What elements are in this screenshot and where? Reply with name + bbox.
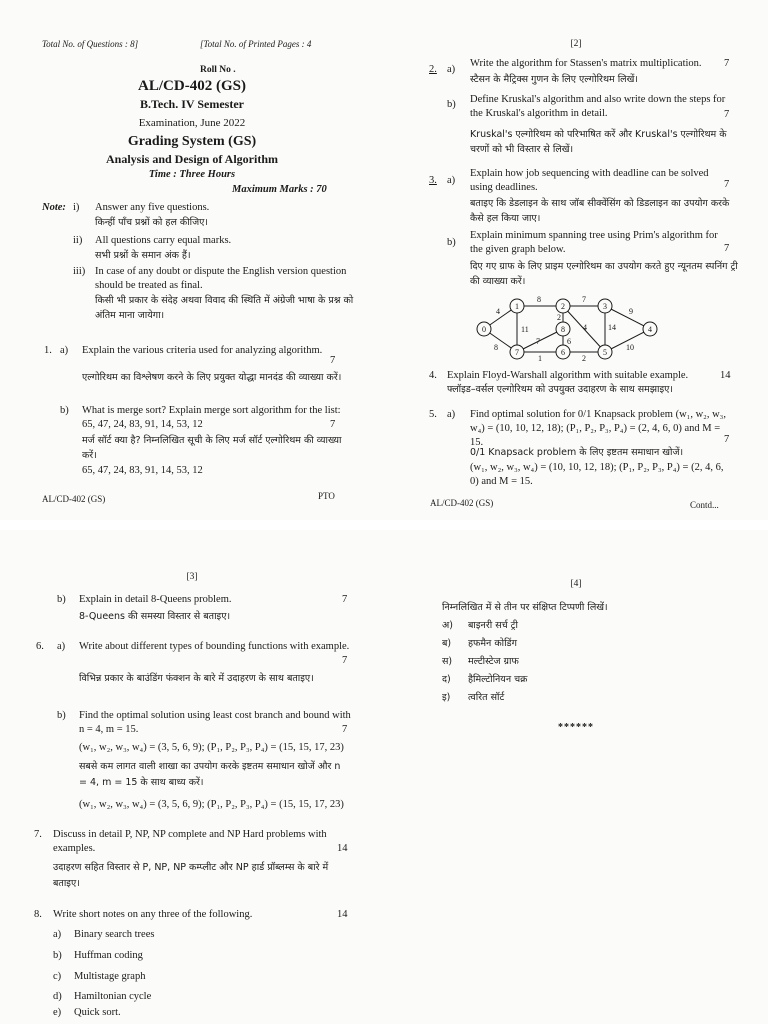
q1b-list: 65, 47, 24, 83, 91, 14, 53, 12 (82, 465, 203, 476)
q3b-hindi: दिए गए ग्राफ के लिए प्राइम एल्गोरिथम का उपयोग करते हुए न्यूनतम स्पनिंग ट्री की व्याख्या करें। (470, 261, 738, 287)
q8-hi-item-d-text: हैमिल्टोनियन चक्र (468, 674, 528, 685)
weight-6-5: 2 (582, 354, 586, 362)
node-5: 5 (603, 348, 607, 357)
q8-number: 8. (34, 909, 42, 920)
q8-hi-item-d-label: द) (442, 674, 451, 685)
q3a-marks: 7 (724, 179, 730, 190)
q4-hindi: फ्लॉइड–वर्सल एल्गोरिथम को उपयुक्त उदाहरण के साथ समझाइए। (447, 384, 673, 395)
contd-label: Contd... (690, 500, 719, 510)
prims-graph (474, 292, 674, 362)
q4-marks: 14 (720, 370, 731, 381)
q8-hindi-instruction: निम्नलिखित में से तीन पर संक्षिप्त टिप्पणी लिखें। (442, 602, 608, 613)
node-8: 8 (561, 325, 565, 334)
page-1 (0, 0, 384, 520)
node-3: 3 (603, 302, 607, 311)
footer-code: AL/CD-402 (GS) (42, 494, 106, 504)
pto-label: PTO (318, 491, 335, 501)
weight-1-2: 8 (537, 295, 541, 304)
total-pages: [Total No. of Printed Pages : 4 (200, 39, 312, 49)
q5b-hindi: 8-Queens की समस्या विस्तार से बताइए। (79, 611, 231, 622)
q8-item-b-text: Huffman coding (74, 950, 143, 961)
weight-7-8: 7 (536, 337, 540, 346)
subject-title: Analysis and Design of Algorithm (105, 152, 279, 166)
q2-number: 2. (429, 64, 437, 75)
q2a-part: a) (447, 64, 456, 75)
note-1-num: i) (73, 202, 80, 213)
q8-hi-item-e-text: त्वरित सॉर्ट (468, 692, 505, 703)
node-0: 0 (482, 325, 486, 334)
page-number: [3] (186, 572, 198, 582)
q4-text: Explain Floyd-Warshall algorithm with suitable example. (447, 370, 689, 381)
page-number: [4] (570, 579, 582, 589)
note-2-num: ii) (73, 235, 83, 246)
q6b-text: Find the optimal solution using least cost branch and bound with n = 4, m = 15. (79, 710, 351, 735)
q1a-part: a) (60, 345, 69, 356)
q2a-text: Write the algorithm for Stassen's matrix multiplication. (470, 58, 702, 69)
node-7: 7 (515, 348, 519, 357)
q1b-part: b) (60, 405, 69, 416)
q1a-hindi: एल्गोरिथम का विश्लेषण करने के लिए प्रयुक्त योद्धा मानदंड की व्याख्या करें। (82, 372, 342, 383)
q8-item-a-label: a) (53, 929, 62, 940)
node-4: 4 (648, 325, 652, 334)
note-1-en: Answer any five questions. (95, 202, 210, 213)
note-2-en: All questions carry equal marks. (95, 235, 232, 246)
q8-item-d-text: Hamiltonian cycle (74, 991, 152, 1002)
weight-2-3: 7 (582, 295, 586, 304)
weight-2-5: 4 (583, 323, 587, 332)
q6b-values: (w₁, w₂, w₃, w₄) = (3, 5, 6, 9); (P₁, P₂, P₃, P₄) = (15, 15, 17, 23) (79, 742, 344, 753)
total-questions: Total No. of Questions : 8] (42, 39, 139, 49)
q8-hi-item-a-text: बाइनरी सर्च ट्री (468, 620, 518, 631)
q8-hi-item-c-text: मल्टीस्टेज ग्राफ (468, 656, 519, 667)
max-marks: Maximum Marks : 70 (232, 184, 327, 195)
q7-hindi: उदाहरण सहित विस्तार से P, NP, NP कम्प्लीट और NP हार्ड प्रॉब्लम्स के बारे में बताइए। (53, 862, 329, 889)
footer-code: AL/CD-402 (GS) (430, 498, 494, 508)
node-6: 6 (561, 348, 565, 357)
q1b-marks: 7 (330, 419, 336, 430)
weight-3-4: 9 (629, 307, 633, 316)
q8-item-e-text: Quick sort. (74, 1007, 121, 1018)
q5b-part: b) (57, 594, 66, 605)
q6b-part: b) (57, 710, 66, 721)
weight-7-6: 1 (538, 354, 542, 362)
q6b-hindi: सबसे कम लागत वाली शाखा का उपयोग करके इष्टतम समाधान खोजें और n = 4, m = 15 के साथ बाध्य करें। (79, 761, 341, 788)
q5-number: 5. (429, 409, 437, 420)
q1a-text: Explain the various criteria used for analyzing algorithm. (82, 345, 323, 356)
q2b-part: b) (447, 99, 456, 110)
q2b-hindi: Kruskal's एल्गोरिथम को परिभाषित करें और Kruskal's एल्गोरिथम के चरणों को भी विस्तार से लिखें। (470, 129, 727, 155)
q6a-text: Write about different types of bounding functions with example. (79, 641, 350, 652)
q1b-text: What is merge sort? Explain merge sort algorithm for the list: 65, 47, 24, 83, 91, 14, 53, 12 (82, 405, 341, 430)
q8-hi-item-b-text: हफमैन कोडिंग (468, 638, 517, 649)
q3a-part: a) (447, 175, 456, 186)
roll-no: Roll No . (200, 65, 236, 75)
q2b-text: Define Kruskal's algorithm and also write down the steps for the Kruskal's algorithm in detail. (470, 94, 726, 119)
q6-number: 6. (36, 641, 44, 652)
q6b-marks: 7 (342, 724, 348, 735)
q5b-text: Explain in detail 8-Queens problem. (79, 594, 232, 605)
q1a-marks: 7 (330, 355, 336, 366)
q8-item-b-label: b) (53, 950, 62, 961)
page-number: [2] (570, 39, 582, 49)
q8-hi-item-b-label: ब) (442, 638, 452, 649)
q5b-marks: 7 (342, 594, 348, 605)
q6a-hindi: विभिन्न प्रकार के बाउंडिंग फंक्शन के बारे में उदाहरण के साथ बताइए। (79, 673, 314, 684)
q1-number: 1. (44, 345, 52, 356)
q2a-hindi: स्टैसन के मैट्रिक्स गुणन के लिए एल्गोरिथम लिखें। (470, 74, 638, 85)
q6b-values-repeat: (w₁, w₂, w₃, w₄) = (3, 5, 6, 9); (P₁, P₂, P₃, P₄) = (15, 15, 17, 23) (79, 799, 344, 810)
q5a-part: a) (447, 409, 456, 420)
page-3 (0, 530, 384, 1024)
note-3-hi: किसी भी प्रकार के संदेह अथवा विवाद की स्थिति में अंग्रेजी भाषा के प्रश्न को अंतिम माना जायेगा। (95, 295, 354, 321)
q6a-marks: 7 (342, 655, 348, 666)
note-label: Note: (42, 202, 66, 213)
q3a-text: Explain how job sequencing with deadline can be solved using deadlines. (470, 168, 709, 193)
weight-5-4: 10 (626, 343, 634, 352)
weight-0-1: 4 (496, 307, 500, 316)
q2a-marks: 7 (724, 58, 730, 69)
q3-number: 3. (429, 175, 437, 186)
q7-text: Discuss in detail P, NP, NP complete and NP Hard problems with examples. (53, 829, 327, 854)
note-1-hi: किन्हीं पाँच प्रश्नों को हल कीजिए। (95, 217, 209, 228)
q3b-part: b) (447, 237, 456, 248)
weight-1-7: 11 (521, 325, 529, 334)
paper-code: AL/CD-402 (GS) (138, 78, 246, 94)
weight-2-8: 2 (557, 313, 561, 322)
note-2-hi: सभी प्रश्नों के समान अंक हैं। (95, 250, 191, 261)
q7-marks: 14 (337, 843, 348, 854)
node-2: 2 (561, 302, 565, 311)
page-2 (384, 0, 768, 520)
exam-session: Examination, June 2022 (138, 117, 246, 129)
node-1: 1 (515, 302, 519, 311)
grading-system: Grading System (GS) (127, 134, 257, 149)
weight-0-7: 8 (494, 343, 498, 352)
weight-8-6: 6 (567, 337, 571, 346)
q2b-marks: 7 (724, 109, 730, 120)
degree: B.Tech. IV Semester (140, 97, 244, 111)
q8-item-c-text: Multistage graph (74, 971, 146, 982)
weight-3-5: 14 (608, 323, 616, 332)
q5a-marks: 7 (724, 434, 730, 445)
q8-text: Write short notes on any three of the following. (53, 909, 253, 920)
q8-item-c-label: c) (53, 971, 62, 982)
q8-item-d-label: d) (53, 991, 62, 1002)
q3b-text: Explain minimum spanning tree using Prim's algorithm for the given graph below. (470, 230, 718, 255)
note-3-en: In case of any doubt or dispute the English version question should be treated as final. (95, 266, 347, 291)
q8-marks: 14 (337, 909, 348, 920)
q6a-part: a) (57, 641, 66, 652)
q8-item-a-text: Binary search trees (74, 929, 155, 940)
q3b-marks: 7 (724, 243, 730, 254)
q5a-hindi: 0/1 Knapsack problem के लिए इष्टतम समाधान खोजें। (470, 447, 684, 458)
exam-time: Time : Three Hours (148, 169, 236, 180)
q8-item-e-label: e) (53, 1007, 62, 1018)
q4-number: 4. (429, 370, 437, 381)
end-of-paper-mark: ****** (558, 722, 594, 733)
q5a-values: (w₁, w₂, w₃, w₄) = (10, 10, 12, 18); (P₁, P₂, P₃, P₄) = (2, 4, 6, 0) and M = 15. (470, 462, 724, 487)
q8-hi-item-e-label: इ) (442, 692, 451, 703)
page-4 (384, 530, 768, 1024)
q8-hi-item-a-label: अ) (442, 620, 453, 631)
q7-number: 7. (34, 829, 42, 840)
q5a-text: Find optimal solution for 0/1 Knapsack problem (w₁, w₂, w₃, w₄) = (10, 10, 12, 18); (P₁, P₂, P₃, P₄) = (2, 4, 6, 0) and M = 15. (470, 409, 726, 448)
note-3-num: iii) (73, 266, 86, 277)
q1b-hindi: मर्ज सॉर्ट क्या है? निम्नलिखित सूची के लिए मर्ज सॉर्ट एल्गोरिथम की व्याख्या करें। (82, 435, 342, 461)
q8-hi-item-c-label: स) (442, 656, 453, 667)
q3a-hindi: बताइए कि डेडलाइन के साथ जॉब सीक्वेंसिंग को डिडलाइन का उपयोग करके कैसे हल किया जाए। (470, 198, 730, 224)
